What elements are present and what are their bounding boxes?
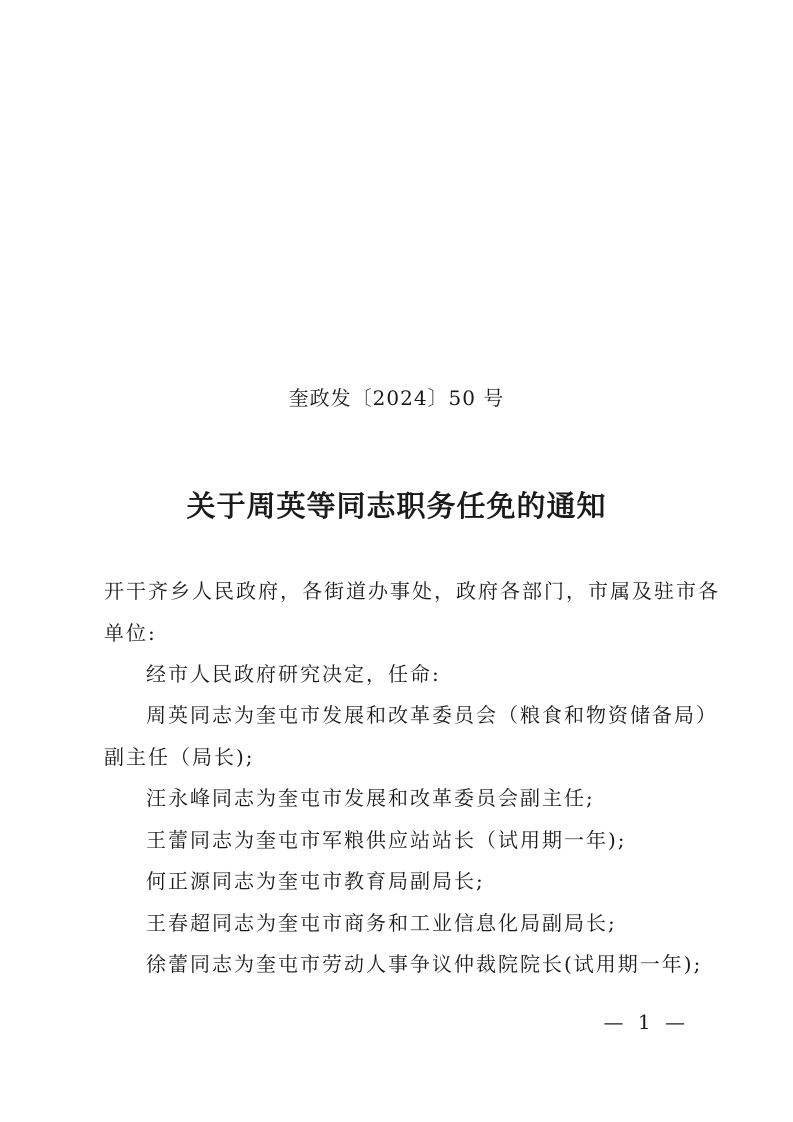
appointment-item: 徐蕾同志为奎屯市劳动人事争议仲裁院院长(试用期一年); <box>146 952 703 976</box>
appointment-item: 何正源同志为奎屯市教育局副局长; <box>146 869 485 893</box>
salutation-line-1: 开干齐乡人民政府，各街道办事处，政府各部门，市属及驻市各 <box>104 579 720 603</box>
appointment-item: 王春超同志为奎屯市商务和工业信息化局副局长; <box>146 911 617 935</box>
appointment-item: 王蕾同志为奎屯市军粮供应站站长（试用期一年); <box>146 828 627 852</box>
document-title: 关于周英等同志职务任免的通知 <box>186 489 607 523</box>
appointment-item: 周英同志为奎屯市发展和改革委员会（粮食和物资储备局） <box>146 703 718 727</box>
document-number: 奎政发〔2024〕50 号 <box>288 386 505 410</box>
appointment-item-continuation: 副主任（局长); <box>104 745 255 769</box>
decision-intro: 经市人民政府研究决定，任命: <box>146 662 441 686</box>
salutation-line-2: 单位: <box>104 621 157 645</box>
page-number: — 1 — <box>603 1010 689 1034</box>
appointment-item: 汪永峰同志为奎屯市发展和改革委员会副主任; <box>146 786 595 810</box>
